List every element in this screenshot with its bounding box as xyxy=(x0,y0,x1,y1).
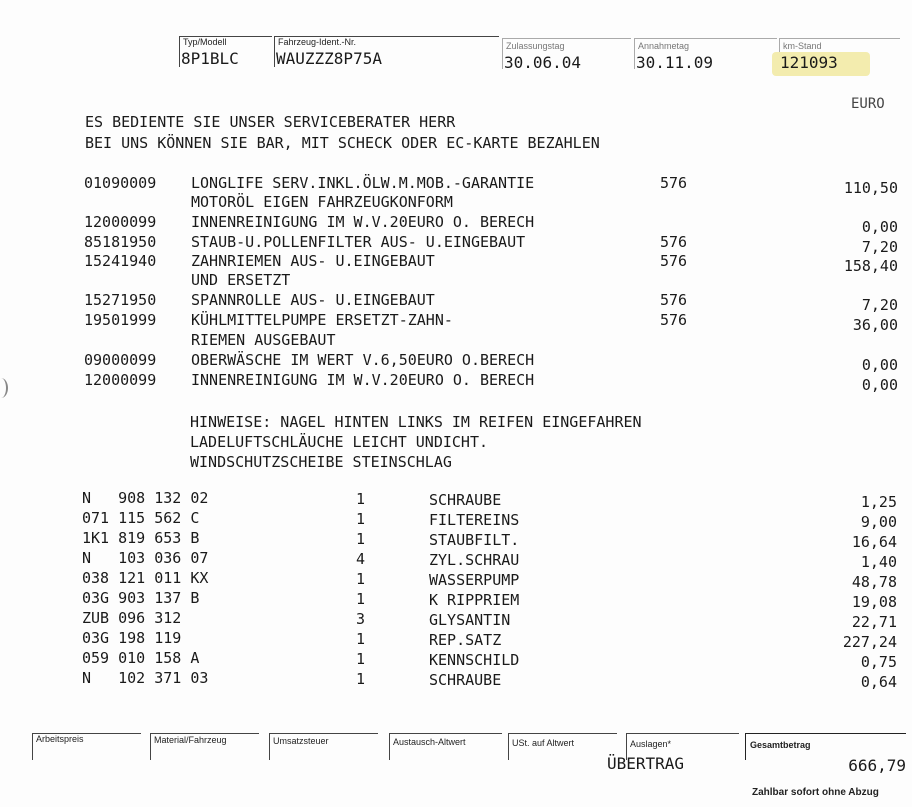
part-number: 03G 198 119 xyxy=(82,629,182,647)
labor-code: 15241940 xyxy=(84,252,157,270)
part-amount: 1,40 xyxy=(860,553,897,571)
currency-label: EURO xyxy=(851,96,885,112)
part-quantity: 3 xyxy=(356,610,366,628)
part-name: REP.SATZ xyxy=(429,631,502,649)
part-quantity: 1 xyxy=(356,650,366,668)
annahme-value: 30.11.09 xyxy=(636,53,714,72)
part-name: SCHRAUBE xyxy=(429,491,502,509)
labor-description: INNENREINIGUNG IM W.V.20EURO O. BERECH xyxy=(191,371,535,389)
part-number: 038 121 011 KX xyxy=(82,569,209,587)
labor-code: 85181950 xyxy=(84,233,157,251)
labor-amount: 158,40 xyxy=(843,257,898,275)
part-number: ZUB 096 312 xyxy=(82,609,182,627)
note-line: HINWEISE: NAGEL HINTEN LINKS IM REIFEN EINGEFAHREN xyxy=(190,413,642,431)
footer-auslagen: Auslagen* xyxy=(630,739,672,749)
labor-code: 12000099 xyxy=(84,371,157,389)
part-quantity: 1 xyxy=(356,510,366,528)
part-quantity: 4 xyxy=(356,550,366,568)
part-number: N 102 371 03 xyxy=(82,669,209,687)
labor-amount: 0,00 xyxy=(861,376,898,394)
part-quantity: 1 xyxy=(356,670,366,688)
labor-quantity: 576 xyxy=(660,291,688,309)
labor-amount: 36,00 xyxy=(852,316,898,334)
part-number: 03G 903 137 B xyxy=(82,589,200,607)
part-amount: 22,71 xyxy=(851,613,897,631)
part-number: 071 115 562 C xyxy=(82,509,200,527)
footer-ust-altwert: USt. auf Altwert xyxy=(512,738,575,748)
note-line: LADELUFTSCHLÄUCHE LEICHT UNDICHT. xyxy=(190,433,489,451)
part-number: 1K1 819 653 B xyxy=(82,529,200,547)
labor-description: STAUB-U.POLLENFILTER AUS- U.EINGEBAUT xyxy=(191,233,526,251)
fin-label: Fahrzeug-Ident.-Nr. xyxy=(278,37,357,47)
labor-description: KÜHLMITTELPUMPE ERSETZT-ZAHN- xyxy=(191,311,453,329)
note-line: WINDSCHUTZSCHEIBE STEINSCHLAG xyxy=(190,453,452,471)
footer-umsatzsteuer: Umsatzsteuer xyxy=(273,736,329,746)
labor-description: INNENREINIGUNG IM W.V.20EURO O. BERECH xyxy=(191,213,535,231)
uebertrag-label: ÜBERTRAG xyxy=(607,754,685,773)
part-amount: 227,24 xyxy=(842,633,897,651)
zulassung-label: Zulassungstag xyxy=(506,41,565,51)
labor-amount: 0,00 xyxy=(861,356,898,374)
labor-quantity: 576 xyxy=(660,311,688,329)
labor-description: LONGLIFE SERV.INKL.ÖLW.M.MOB.-GARANTIE xyxy=(191,174,535,192)
labor-code: 15271950 xyxy=(84,291,157,309)
part-amount: 19,08 xyxy=(851,593,897,611)
labor-quantity: 576 xyxy=(660,233,688,251)
part-quantity: 1 xyxy=(356,570,366,588)
payment-note: Zahlbar sofort ohne Abzug xyxy=(752,787,879,798)
part-name: SCHRAUBE xyxy=(429,671,502,689)
total-amount: 666,79 xyxy=(848,756,906,775)
part-amount: 1,25 xyxy=(860,493,897,511)
typ-value: 8P1BLC xyxy=(181,49,239,68)
part-quantity: 1 xyxy=(356,530,366,548)
annahme-label: Annahmetag xyxy=(638,41,690,51)
footer-material: Material/Fahrzeug xyxy=(154,735,227,745)
part-number: N 908 132 02 xyxy=(82,489,209,507)
part-quantity: 1 xyxy=(356,490,366,508)
intro-line: ES BEDIENTE SIE UNSER SERVICEBERATER HERR xyxy=(85,113,456,131)
part-amount: 0,75 xyxy=(860,653,897,671)
labor-quantity: 576 xyxy=(660,252,688,270)
part-quantity: 1 xyxy=(356,630,366,648)
part-amount: 9,00 xyxy=(860,513,897,531)
footer-gesamtbetrag: Gesamtbetrag xyxy=(750,740,811,750)
labor-amount: 0,00 xyxy=(861,218,898,236)
part-amount: 48,78 xyxy=(851,573,897,591)
zulassung-value: 30.06.04 xyxy=(504,53,582,72)
scan-edge-mark xyxy=(0,378,8,398)
part-name: K RIPPRIEM xyxy=(429,591,520,609)
footer-austausch: Austausch-Altwert xyxy=(393,737,466,747)
labor-amount: 7,20 xyxy=(861,296,898,314)
part-name: FILTEREINS xyxy=(429,511,520,529)
part-quantity: 1 xyxy=(356,590,366,608)
labor-description: OBERWÄSCHE IM WERT V.6,50EURO O.BERECH xyxy=(191,351,535,369)
labor-description: RIEMEN AUSGEBAUT xyxy=(191,331,336,349)
part-number: 059 010 158 A xyxy=(82,649,200,667)
labor-code: 19501999 xyxy=(84,311,157,329)
labor-quantity: 576 xyxy=(660,174,688,192)
typ-label: Typ/Modell xyxy=(183,37,227,47)
footer-arbeitspreis: Arbeitspreis xyxy=(36,734,84,744)
labor-amount: 110,50 xyxy=(843,179,898,197)
part-name: ZYL.SCHRAU xyxy=(429,551,520,569)
part-amount: 16,64 xyxy=(851,533,897,551)
part-name: WASSERPUMP xyxy=(429,571,520,589)
part-name: KENNSCHILD xyxy=(429,651,520,669)
labor-code: 12000099 xyxy=(84,213,157,231)
labor-amount: 7,20 xyxy=(861,238,898,256)
part-name: STAUBFILT. xyxy=(429,531,520,549)
part-name: GLYSANTIN xyxy=(429,611,511,629)
part-amount: 0,64 xyxy=(860,673,897,691)
labor-description: ZAHNRIEMEN AUS- U.EINGEBAUT xyxy=(191,252,435,270)
part-number: N 103 036 07 xyxy=(82,549,209,567)
labor-description: SPANNROLLE AUS- U.EINGEBAUT xyxy=(191,291,435,309)
labor-description: UND ERSETZT xyxy=(191,271,291,289)
labor-code: 01090009 xyxy=(84,174,157,192)
km-value: 121093 xyxy=(780,53,838,72)
labor-code: 09000099 xyxy=(84,351,157,369)
labor-description: MOTORÖL EIGEN FAHRZEUGKONFORM xyxy=(191,193,453,211)
fin-value: WAUZZZ8P75A xyxy=(276,49,382,68)
intro-line: BEI UNS KÖNNEN SIE BAR, MIT SCHECK ODER EC-KARTE BEZAHLEN xyxy=(85,134,600,152)
km-label: km-Stand xyxy=(783,41,822,51)
